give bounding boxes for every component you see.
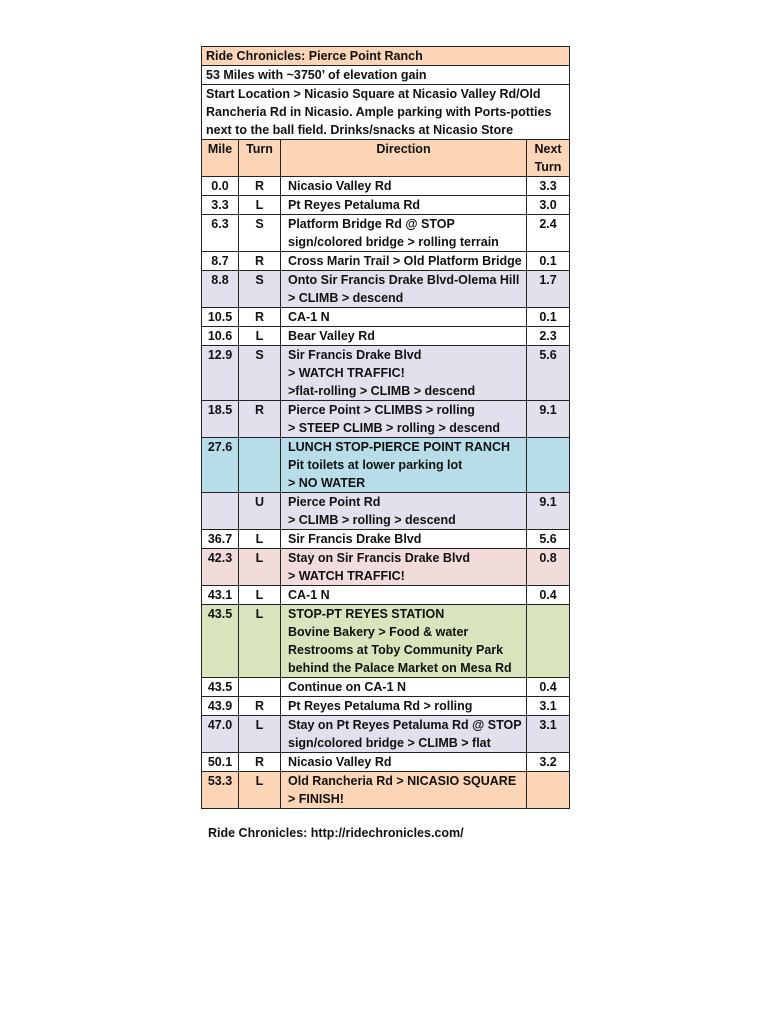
direction-cell: Sir Francis Drake Blvd [281, 530, 527, 549]
direction-cell: Pt Reyes Petaluma Rd [281, 196, 527, 215]
cue-row [202, 401, 570, 438]
direction-cell: Bear Valley Rd [281, 327, 527, 346]
turn-cell: R [239, 177, 281, 196]
direction-cell: CA-1 N [281, 586, 527, 605]
mile-cell: 47.0 [202, 716, 239, 753]
next-turn-cell: 5.6 [527, 346, 570, 401]
summary-row [202, 66, 570, 85]
mile-cell: 8.7 [202, 252, 239, 271]
next-turn-cell: 0.8 [527, 549, 570, 586]
cue-row [202, 346, 570, 401]
mile-cell: 3.3 [202, 196, 239, 215]
turn-cell: R [239, 252, 281, 271]
next-turn-cell: 3.1 [527, 716, 570, 753]
start-location: Start Location > Nicasio Square at Nicasio Valley Rd/Old Rancheria Rd in Nicasio. Ample parking with Ports-potties next to the ball field. Drinks/snacks at Nicasio Store [202, 85, 570, 140]
direction-cell: Nicasio Valley Rd [281, 177, 527, 196]
direction-cell: Sir Francis Drake Blvd > WATCH TRAFFIC! >flat-rolling > CLIMB > descend [281, 346, 527, 401]
next-turn-cell: 3.1 [527, 697, 570, 716]
cue-sheet-table [201, 46, 570, 809]
turn-cell: R [239, 308, 281, 327]
turn-cell: L [239, 772, 281, 809]
turn-cell: S [239, 271, 281, 308]
turn-cell: L [239, 586, 281, 605]
cue-row [202, 586, 570, 605]
footer-credit: Ride Chronicles: http://ridechronicles.com/ [208, 826, 464, 840]
turn-column-header: Turn [239, 140, 281, 177]
next-turn-cell: 5.6 [527, 530, 570, 549]
mile-cell: 43.9 [202, 697, 239, 716]
next-turn-column-header: Next Turn [527, 140, 570, 177]
turn-cell [239, 678, 281, 697]
mile-cell: 12.9 [202, 346, 239, 401]
mile-cell: 36.7 [202, 530, 239, 549]
cue-row [202, 438, 570, 493]
route-summary: 53 Miles with ~3750’ of elevation gain [202, 66, 570, 85]
turn-cell: S [239, 346, 281, 401]
turn-cell: R [239, 697, 281, 716]
turn-cell: L [239, 196, 281, 215]
direction-cell: Stay on Pt Reyes Petaluma Rd @ STOP sign/colored bridge > CLIMB > flat [281, 716, 527, 753]
cue-row [202, 697, 570, 716]
direction-cell: Cross Marin Trail > Old Platform Bridge [281, 252, 527, 271]
turn-cell: R [239, 753, 281, 772]
mile-cell: 43.5 [202, 678, 239, 697]
cue-row [202, 271, 570, 308]
next-turn-cell [527, 772, 570, 809]
mile-cell: 10.6 [202, 327, 239, 346]
cue-row [202, 549, 570, 586]
turn-cell: R [239, 401, 281, 438]
cue-row [202, 605, 570, 678]
cue-row [202, 327, 570, 346]
mile-cell: 42.3 [202, 549, 239, 586]
cue-row [202, 177, 570, 196]
direction-cell: Pierce Point Rd > CLIMB > rolling > descend [281, 493, 527, 530]
mile-cell: 8.8 [202, 271, 239, 308]
column-header-row [202, 140, 570, 177]
turn-cell: L [239, 549, 281, 586]
mile-cell: 43.1 [202, 586, 239, 605]
next-turn-cell: 9.1 [527, 401, 570, 438]
next-turn-cell: 1.7 [527, 271, 570, 308]
cue-row [202, 493, 570, 530]
mile-cell: 50.1 [202, 753, 239, 772]
direction-cell: Platform Bridge Rd @ STOP sign/colored bridge > rolling terrain [281, 215, 527, 252]
cue-row [202, 196, 570, 215]
mile-cell: 53.3 [202, 772, 239, 809]
next-turn-cell: 0.1 [527, 308, 570, 327]
cue-row [202, 678, 570, 697]
turn-cell: S [239, 215, 281, 252]
direction-cell: Old Rancheria Rd > NICASIO SQUARE > FINISH! [281, 772, 527, 809]
direction-cell: Continue on CA-1 N [281, 678, 527, 697]
cue-row [202, 753, 570, 772]
direction-cell: Nicasio Valley Rd [281, 753, 527, 772]
direction-cell: Pierce Point > CLIMBS > rolling > STEEP CLIMB > rolling > descend [281, 401, 527, 438]
direction-cell: CA-1 N [281, 308, 527, 327]
next-turn-cell: 2.4 [527, 215, 570, 252]
turn-cell [239, 438, 281, 493]
mile-cell: 6.3 [202, 215, 239, 252]
next-turn-cell: 0.4 [527, 678, 570, 697]
turn-cell: L [239, 530, 281, 549]
turn-cell: L [239, 327, 281, 346]
next-turn-cell [527, 438, 570, 493]
cue-row [202, 716, 570, 753]
turn-cell: L [239, 716, 281, 753]
next-turn-cell: 3.3 [527, 177, 570, 196]
direction-cell: STOP-PT REYES STATION Bovine Bakery > Food & water Restrooms at Toby Community Park behind the Palace Market on Mesa Rd [281, 605, 527, 678]
direction-cell: LUNCH STOP-PIERCE POINT RANCH Pit toilets at lower parking lot > NO WATER [281, 438, 527, 493]
mile-cell [202, 493, 239, 530]
cue-row [202, 215, 570, 252]
cue-row [202, 530, 570, 549]
mile-cell: 27.6 [202, 438, 239, 493]
title-row [202, 47, 570, 66]
mile-cell: 0.0 [202, 177, 239, 196]
turn-cell: U [239, 493, 281, 530]
mile-cell: 18.5 [202, 401, 239, 438]
direction-cell: Stay on Sir Francis Drake Blvd > WATCH TRAFFIC! [281, 549, 527, 586]
start-row [202, 85, 570, 140]
mile-cell: 10.5 [202, 308, 239, 327]
next-turn-cell: 3.2 [527, 753, 570, 772]
next-turn-cell: 0.1 [527, 252, 570, 271]
route-title: Ride Chronicles: Pierce Point Ranch [202, 47, 570, 66]
cue-row [202, 252, 570, 271]
next-turn-cell: 0.4 [527, 586, 570, 605]
cue-row [202, 772, 570, 809]
next-turn-cell: 3.0 [527, 196, 570, 215]
direction-cell: Onto Sir Francis Drake Blvd-Olema Hill > CLIMB > descend [281, 271, 527, 308]
direction-cell: Pt Reyes Petaluma Rd > rolling [281, 697, 527, 716]
mile-column-header: Mile [202, 140, 239, 177]
mile-cell: 43.5 [202, 605, 239, 678]
turn-cell: L [239, 605, 281, 678]
next-turn-cell [527, 605, 570, 678]
cue-row [202, 308, 570, 327]
direction-column-header: Direction [281, 140, 527, 177]
next-turn-cell: 2.3 [527, 327, 570, 346]
next-turn-cell: 9.1 [527, 493, 570, 530]
